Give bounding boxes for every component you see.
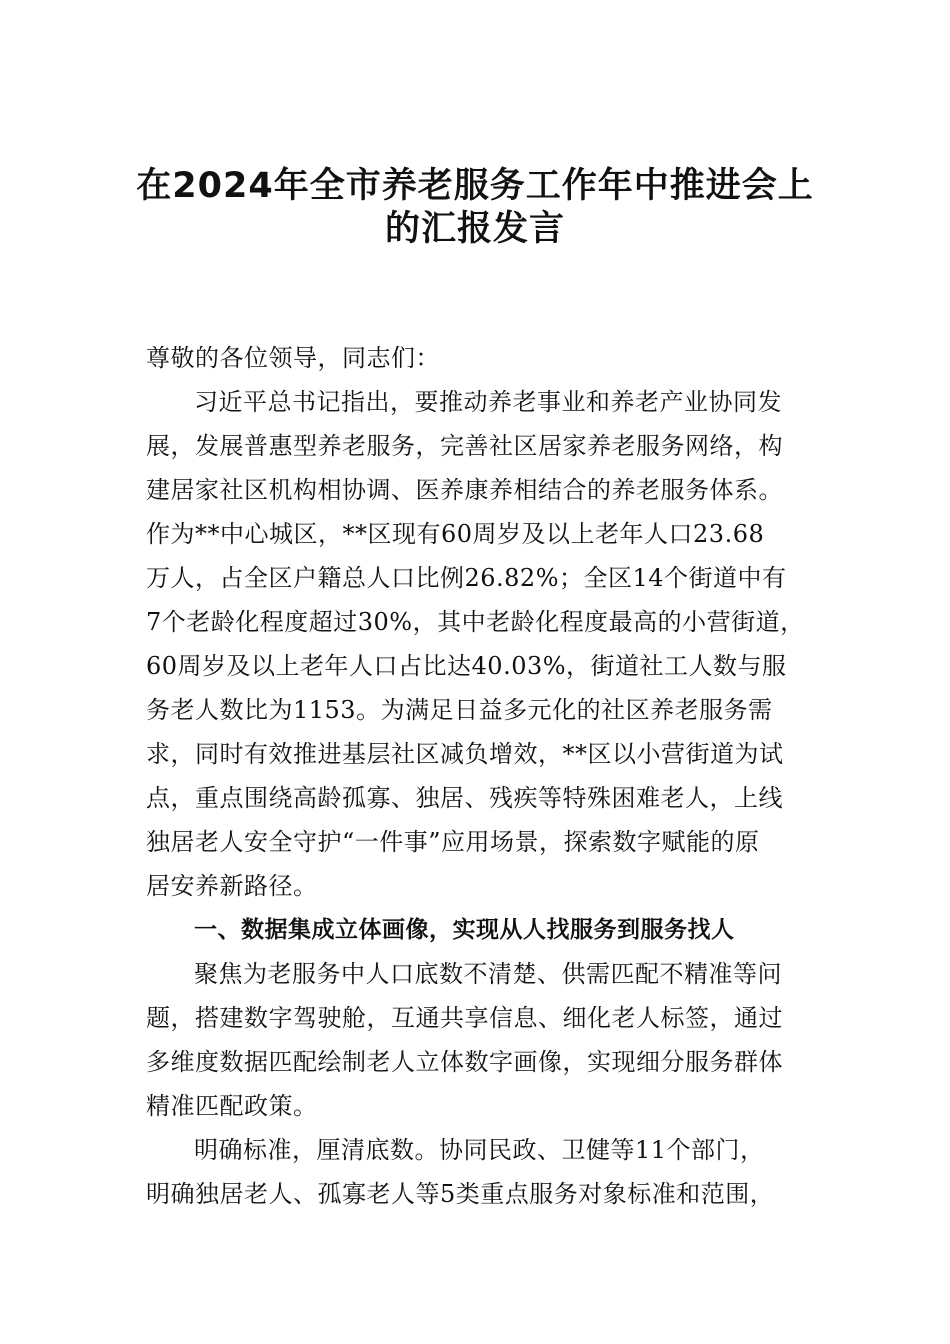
paragraph-line: 居安养新路径。 — [146, 872, 318, 900]
paragraph-line: 展，发展普惠型养老服务，完善社区居家养老服务网络，构 — [146, 432, 783, 460]
paragraph-line: 务老人数比为1153。为满足日益多元化的社区养老服务需 — [146, 696, 773, 724]
document-title-line-1: 在2024年全市养老服务工作年中推进会上 — [136, 166, 814, 206]
salutation: 尊敬的各位领导，同志们： — [146, 344, 440, 372]
paragraph-line: 建居家社区机构相协调、医养康养相结合的养老服务体系。 — [146, 476, 783, 504]
paragraph-line: 60周岁及以上老年人口占比达40.03%，街道社工人数与服 — [146, 652, 787, 680]
paragraph-line: 多维度数据匹配绘制老人立体数字画像，实现细分服务群体 — [146, 1048, 783, 1076]
paragraph-line: 作为**中心城区，**区现有60周岁及以上老年人口23.68 — [146, 520, 765, 548]
paragraph-line: 精准匹配政策。 — [146, 1092, 318, 1120]
paragraph-line: 明确标准，厘清底数。协同民政、卫健等11个部门， — [194, 1136, 765, 1164]
document-title-line-2: 的汇报发言 — [384, 209, 565, 249]
paragraph-line: 7个老龄化程度超过30%，其中老龄化程度最高的小营街道， — [146, 608, 805, 636]
paragraph-line: 万人，占全区户籍总人口比例26.82%；全区14个街道中有 — [146, 564, 787, 592]
paragraph-line: 点，重点围绕高龄孤寡、独居、残疾等特殊困难老人，上线 — [146, 784, 783, 812]
paragraph-line: 习近平总书记指出，要推动养老事业和养老产业协同发 — [194, 388, 782, 416]
document-body — [146, 336, 826, 1216]
section-heading: 一、数据集成立体画像，实现从人找服务到服务找人 — [194, 917, 735, 943]
paragraph-line: 求，同时有效推进基层社区减负增效，**区以小营街道为试 — [146, 740, 784, 768]
paragraph-line: 聚焦为老服务中人口底数不清楚、供需匹配不精准等问 — [194, 960, 782, 988]
paragraph-line: 题，搭建数字驾驶舱，互通共享信息、细化老人标签，通过 — [146, 1004, 783, 1032]
paragraph-line: 独居老人安全守护“一件事”应用场景，探索数字赋能的原 — [146, 828, 760, 856]
paragraph-line: 明确独居老人、孤寡老人等5类重点服务对象标准和范围， — [146, 1180, 775, 1208]
